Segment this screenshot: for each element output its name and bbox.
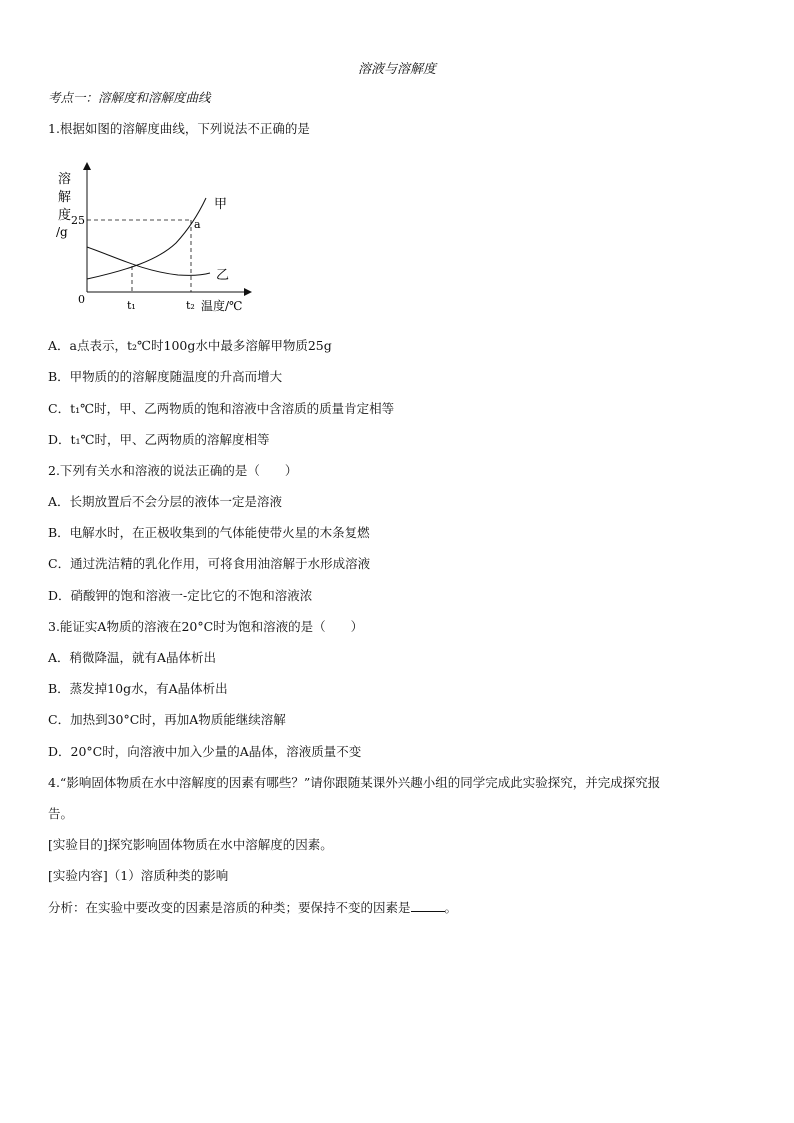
y-tick-25: 25	[71, 214, 85, 227]
q4-purpose: [实验目的]探究影响固体物质在水中溶解度的因素。	[48, 837, 333, 852]
q3-option-a: A．稍微降温，就有A晶体析出	[48, 650, 217, 665]
section-heading: 考点一：溶解度和溶解度曲线	[48, 90, 211, 105]
q1-stem: 1.根据如图的溶解度曲线，下列说法不正确的是	[48, 121, 310, 136]
q1-option-b: B．甲物质的的溶解度随温度的升高而增大	[48, 369, 283, 384]
q2-option-b: B．电解水时，在正极收集到的气体能使带火星的木条复燃	[48, 525, 370, 540]
q4-analysis	[48, 900, 457, 916]
point-label-a: a	[194, 218, 201, 231]
origin-label: 0	[78, 293, 85, 306]
q4-stem-line-1: 4.“影响固体物质在水中溶解度的因素有哪些？”请你跟随某课外兴趣小组的同学完成此实验探究，并完成探究报	[48, 775, 661, 790]
answer-blank[interactable]	[411, 900, 445, 912]
q1-option-c: C．t₁℃时，甲、乙两物质的饱和溶液中含溶质的质量肯定相等	[48, 401, 395, 416]
x-tick-t2: t₂	[186, 299, 195, 312]
q3-stem: 3.能证实A物质的溶液在20°C时为饱和溶液的是（ ）	[48, 619, 364, 634]
curve-label-yi: 乙	[216, 268, 230, 283]
x-axis-label: 温度/℃	[201, 299, 243, 313]
q4-analysis-text: 分析：在实验中要改变的因素是溶质的种类；要保持不变的因素是	[48, 900, 411, 915]
q4-content: [实验内容]（1）溶质种类的影响	[48, 868, 229, 883]
y-label-char-1: 溶	[58, 172, 72, 187]
q2-stem: 2.下列有关水和溶液的说法正确的是（ ）	[48, 463, 298, 478]
q4-stem-line-2: 告。	[48, 806, 74, 821]
curve-yi	[87, 247, 210, 275]
solubility-curve-figure	[48, 158, 258, 320]
q2-option-c: C．通过洗洁精的乳化作用，可将食用油溶解于水形成溶液	[48, 556, 371, 571]
y-label-char-4: /g	[56, 225, 68, 239]
q4-analysis-end: 。	[444, 900, 458, 915]
page-title: 溶液与溶解度	[357, 62, 436, 77]
curve-jia	[87, 198, 206, 279]
q1-option-a: A．a点表示，t₂℃时100g水中最多溶解甲物质25g	[48, 338, 332, 353]
q2-option-a: A．长期放置后不会分层的液体一定是溶液	[48, 494, 283, 509]
y-label-char-2: 解	[58, 190, 72, 205]
x-tick-t1: t₁	[127, 299, 136, 312]
q3-option-b: B．蒸发掉10g水，有A晶体析出	[48, 681, 228, 696]
curve-label-jia: 甲	[214, 197, 228, 212]
y-label-char-3: 度	[58, 208, 72, 223]
q1-option-d: D．t₁℃时，甲、乙两物质的溶解度相等	[48, 432, 270, 447]
q3-option-c: C．加热到30°C时，再加A物质能继续溶解	[48, 712, 286, 727]
q2-option-d: D．硝酸钾的饱和溶液一-定比它的不饱和溶液浓	[48, 588, 313, 603]
q3-option-d: D．20°C时，向溶液中加入少量的A晶体，溶液质量不变	[48, 744, 362, 759]
